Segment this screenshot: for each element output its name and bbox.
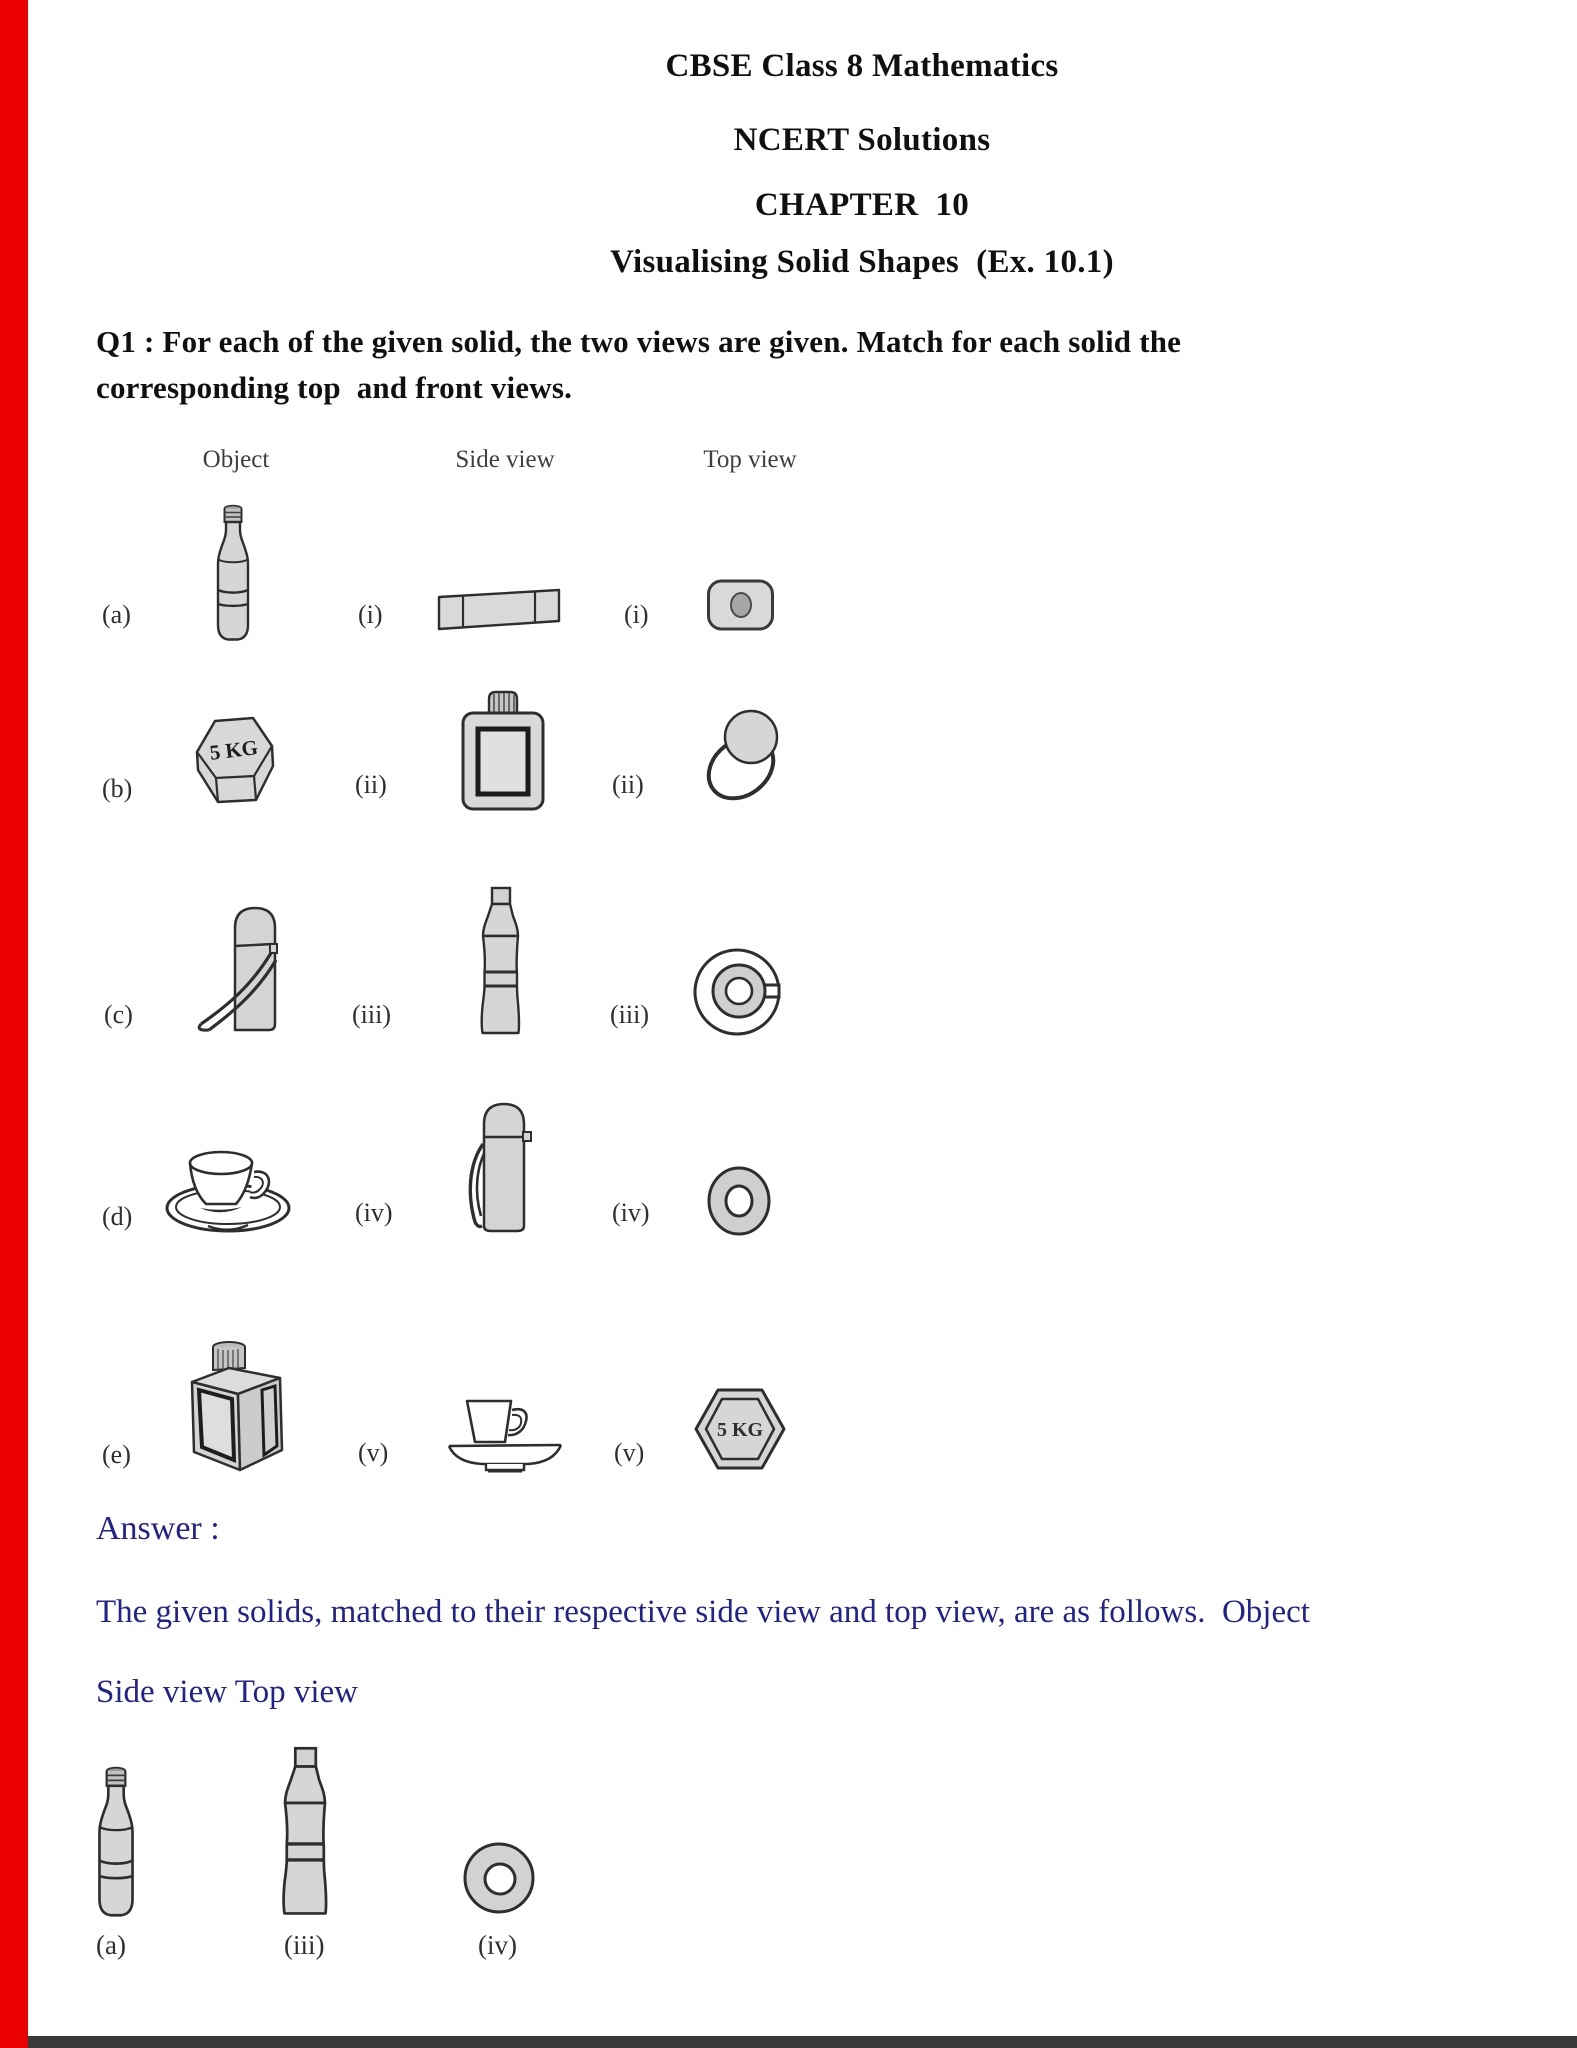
doc-title: CBSE Class 8 Mathematics	[665, 48, 1059, 84]
question-line-2: corresponding top and front views.	[96, 370, 573, 405]
figure-answer-object-a-bottle	[92, 1766, 140, 1918]
column-header-top-view: Top view	[703, 446, 797, 473]
figure-side-iii-bottle	[477, 886, 524, 1037]
row-d-top-label: (iv)	[612, 1198, 650, 1227]
figure-side-ii-flask	[461, 688, 545, 812]
question-line-1: Q1 : For each of the given solid, the two views are given. Match for each solid the	[96, 324, 1182, 359]
answer-figure-label-a: (a)	[96, 1930, 126, 1960]
figure-side-iv-thermos	[462, 1098, 542, 1238]
row-a-side-label: (i)	[358, 600, 383, 629]
row-e-label: (e)	[102, 1440, 131, 1469]
figure-object-a-bottle	[212, 504, 254, 642]
figure-top-i-rounded-square-dot	[706, 578, 776, 632]
figure-answer-side-iii-bottle	[278, 1746, 332, 1918]
left-red-edge-band	[0, 0, 28, 2048]
figure-object-b-weight	[185, 708, 283, 810]
row-d-label: (d)	[102, 1202, 133, 1231]
row-b-top-label: (ii)	[612, 770, 644, 799]
bottom-dark-edge-band	[28, 2036, 1577, 2048]
answer-paragraph: The given solids, matched to their respective side view and top view, are as follows. Object	[96, 1594, 1310, 1630]
figure-object-d-cup-saucer	[164, 1146, 298, 1240]
answer-subheading: Side view Top view	[96, 1674, 358, 1710]
row-e-top-label: (v)	[614, 1438, 645, 1467]
weight-top-5kg-text: 5 KG	[716, 1419, 764, 1441]
doc-subtitle: NCERT Solutions	[733, 122, 991, 158]
answer-heading: Answer :	[96, 1510, 220, 1547]
column-header-side-view: Side view	[455, 446, 555, 473]
row-e-side-label: (v)	[358, 1438, 389, 1467]
row-c-label: (c)	[104, 1000, 133, 1029]
figure-side-i-lying-box	[436, 584, 562, 634]
figure-top-v-weight-top-view	[692, 1384, 788, 1474]
figure-top-iv-donut	[706, 1164, 772, 1238]
answer-figure-label-iv: (iv)	[478, 1930, 517, 1960]
row-a-label: (a)	[102, 600, 131, 629]
row-d-side-label: (iv)	[355, 1198, 393, 1227]
column-header-object: Object	[202, 446, 270, 473]
answer-figure-label-iii: (iii)	[284, 1930, 325, 1960]
row-b-label: (b)	[102, 774, 133, 803]
row-c-side-label: (iii)	[352, 1000, 391, 1029]
exercise-title: Visualising Solid Shapes (Ex. 10.1)	[610, 244, 1114, 280]
chapter-title: CHAPTER 10	[754, 187, 970, 223]
row-b-side-label: (ii)	[355, 770, 387, 799]
figure-object-e-container	[180, 1338, 294, 1478]
figure-side-v-cup-saucer	[446, 1396, 566, 1476]
figure-top-iii-cup-top-view	[692, 946, 788, 1042]
figure-top-ii-ring	[701, 706, 783, 810]
weight-5kg-text: 5 KG	[208, 735, 260, 765]
figure-object-c-thermos-strap	[185, 902, 285, 1036]
row-a-top-label: (i)	[624, 600, 649, 629]
row-c-top-label: (iii)	[610, 1000, 649, 1029]
figure-answer-top-iv-donut	[461, 1840, 537, 1916]
